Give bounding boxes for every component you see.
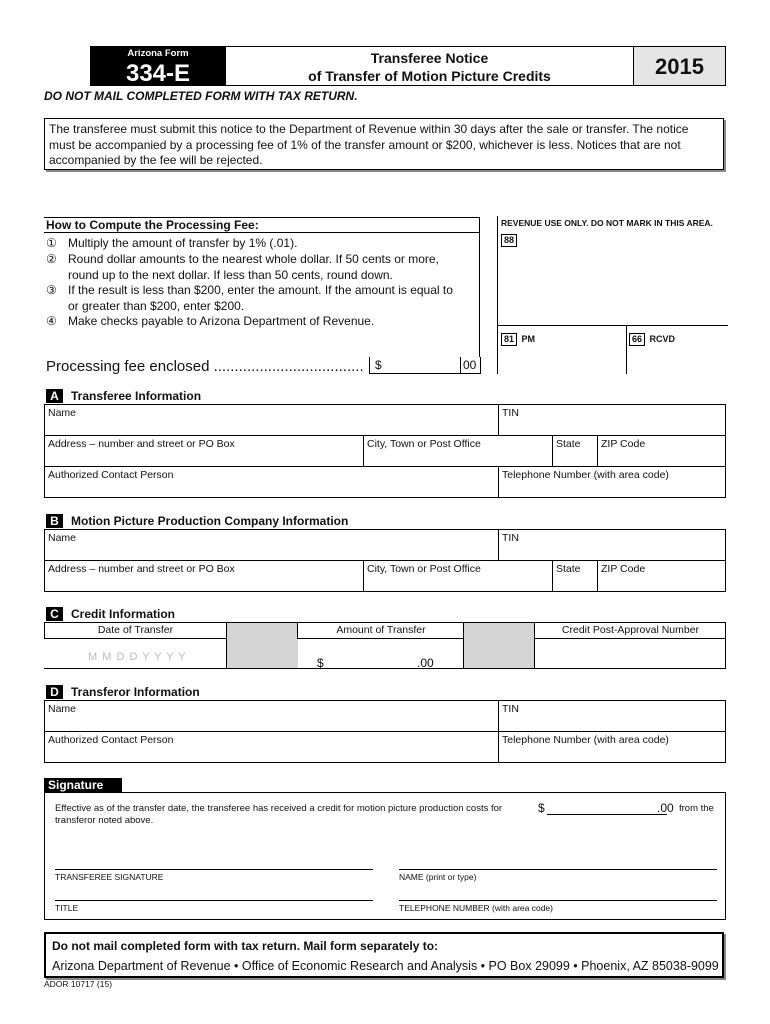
transferor-name-row [44,700,726,732]
transferee-name-row [44,404,726,436]
compute-step-1 [46,236,478,252]
transferor-tin-field[interactable]: TIN [502,703,519,715]
transferor-contact-field[interactable]: Authorized Contact Person [48,734,174,746]
section-title: Transferee Information [71,389,202,403]
box-88: 88 [501,234,517,247]
company-tin-field[interactable]: TIN [502,532,519,544]
compute-step-2 [46,252,478,283]
transferee-contact-field[interactable]: Authorized Contact Person [48,469,174,481]
processing-fee-label: Processing fee enclosed .................................... [46,358,364,375]
revenue-heading: REVENUE USE ONLY. DO NOT MARK IN THIS AREA. [501,218,713,228]
telephone-line[interactable] [399,900,717,901]
company-address-row [44,560,726,592]
form-id-footer: ADOR 10717 (15) [44,979,113,989]
transferor-phone-field[interactable]: Telephone Number (with area code) [502,734,669,746]
transferee-address-row [44,435,726,467]
transferee-name-field[interactable]: Name [48,407,77,419]
transferee-signature-label: TRANSFEREE SIGNATURE [55,872,164,882]
shaded-cell [463,623,535,668]
company-address-field[interactable]: Address – number and street or PO Box [48,563,235,575]
telephone-label: TELEPHONE NUMBER (with area code) [399,903,553,913]
revenue-use-area [497,216,728,374]
form-number: 334-E [125,60,191,87]
amount-of-transfer-header: Amount of Transfer [297,623,464,639]
transferee-state-field[interactable]: State [556,438,581,450]
notice-line1: The transferee must submit this notice to the Department of Revenue within 30 days after the sale or transfer. The notice [49,122,689,136]
pm-label: PM [521,334,535,344]
amount-dollar-sign: $ [317,656,324,670]
from-the-text: from the [679,803,714,814]
step-number: ② [46,252,57,266]
section-letter: C [46,607,63,621]
approval-number-input[interactable] [534,639,725,668]
box-66: 66 [629,333,645,346]
dollar-sign: $ [375,358,382,372]
company-name-row [44,529,726,561]
cents-value: 00 [463,358,477,372]
transferee-signature-line[interactable] [55,869,373,870]
title-label: TITLE [55,903,79,913]
section-letter: D [46,685,63,699]
box-81: 81 [501,333,517,346]
form-label: Arizona Form [127,48,189,59]
step-number: ③ [46,283,57,297]
tax-year: 2015 [633,46,726,86]
signature-cents: .00 [657,801,674,815]
step-number: ④ [46,314,57,328]
compute-heading: How to Compute the Processing Fee: [44,217,480,233]
signature-box [44,792,726,920]
rcvd-label: RCVD [649,334,675,344]
company-zip-field[interactable]: ZIP Code [601,563,646,575]
form-title-line1: Transferee Notice [370,50,489,66]
section-title: Credit Information [71,607,175,621]
mail-address-line: Arizona Department of Revenue • Office of Economic Research and Analysis • PO Box 29099 • Phoenix, AZ 85038-9099 [52,959,719,973]
revenue-vdivider [626,326,627,374]
date-of-transfer-input[interactable]: M M D D Y Y Y Y [88,651,187,663]
company-state-field[interactable]: State [556,563,581,575]
transferee-zip-field[interactable]: ZIP Code [601,438,646,450]
processing-fee-input[interactable] [369,357,481,374]
notice-line3: accompanied by the fee will be rejected. [49,153,263,167]
mail-instruction-line1: Do not mail completed form with tax return. Mail form separately to: [52,939,439,953]
transferee-phone-field[interactable]: Telephone Number (with area code) [502,469,669,481]
compute-box-border [479,231,480,357]
credit-amount-line[interactable] [547,814,667,815]
form-number-box [90,46,226,86]
notice-line2: must be accompanied by a processing fee of 1% of the transfer amount or $200, whichever is less. Notices that are not [49,137,681,152]
section-d-header [46,685,200,699]
section-b-header [46,514,348,528]
cents-divider [460,357,461,373]
section-title: Motion Picture Production Company Information [71,514,349,528]
date-of-transfer-header: Date of Transfer [44,623,226,639]
mail-warning: DO NOT MAIL COMPLETED FORM WITH TAX RETURN. [44,89,358,103]
transferee-address-field[interactable]: Address – number and street or PO Box [48,438,235,450]
section-c-header [46,607,175,621]
section-letter: A [46,389,63,403]
transferee-tin-field[interactable]: TIN [502,407,519,419]
transferor-name-field[interactable]: Name [48,703,77,715]
step-text: If the result is less than $200, enter the amount. If the amount is equal to [68,283,453,297]
shaded-cell [226,623,298,668]
step-text: Make checks payable to Arizona Department of Revenue. [68,314,375,328]
section-letter: B [46,514,63,528]
amount-cents: .00 [417,656,434,670]
name-line[interactable] [399,869,717,870]
approval-number-header: Credit Post-Approval Number [534,623,726,639]
signature-dollar-sign: $ [538,801,545,815]
signature-statement: Effective as of the transfer date, the transferee has received a credit for motion picture production costs for [55,803,503,814]
compute-step-4 [46,314,478,330]
signature-statement-cont: transferor noted above. [55,815,154,826]
transferee-city-field[interactable]: City, Town or Post Office [367,438,481,450]
name-label: NAME (print or type) [399,872,477,882]
company-name-field[interactable]: Name [48,532,77,544]
section-a-header [46,389,201,403]
transferee-contact-row [44,466,726,498]
section-title: Transferor Information [71,685,200,699]
company-city-field[interactable]: City, Town or Post Office [367,563,481,575]
step-text: or greater than $200, enter $200. [68,298,245,313]
credit-info-table [44,622,726,669]
transferor-contact-row [44,731,726,763]
amount-of-transfer-input[interactable] [329,642,459,668]
compute-step-3 [46,283,478,314]
revenue-divider [498,325,728,326]
step-number: ① [46,236,57,250]
title-line[interactable] [55,900,373,901]
step-text: round up to the next dollar. If less than 50 cents, round down. [68,267,393,282]
signature-heading: Signature [44,778,122,792]
mailing-instructions [44,932,724,978]
step-text: Round dollar amounts to the nearest whole dollar. If 50 cents or more, [68,252,439,266]
step-text: Multiply the amount of transfer by 1% (.01). [68,236,298,250]
notice-box [44,118,724,170]
form-title-line2: of Transfer of Motion Picture Credits [308,68,551,84]
